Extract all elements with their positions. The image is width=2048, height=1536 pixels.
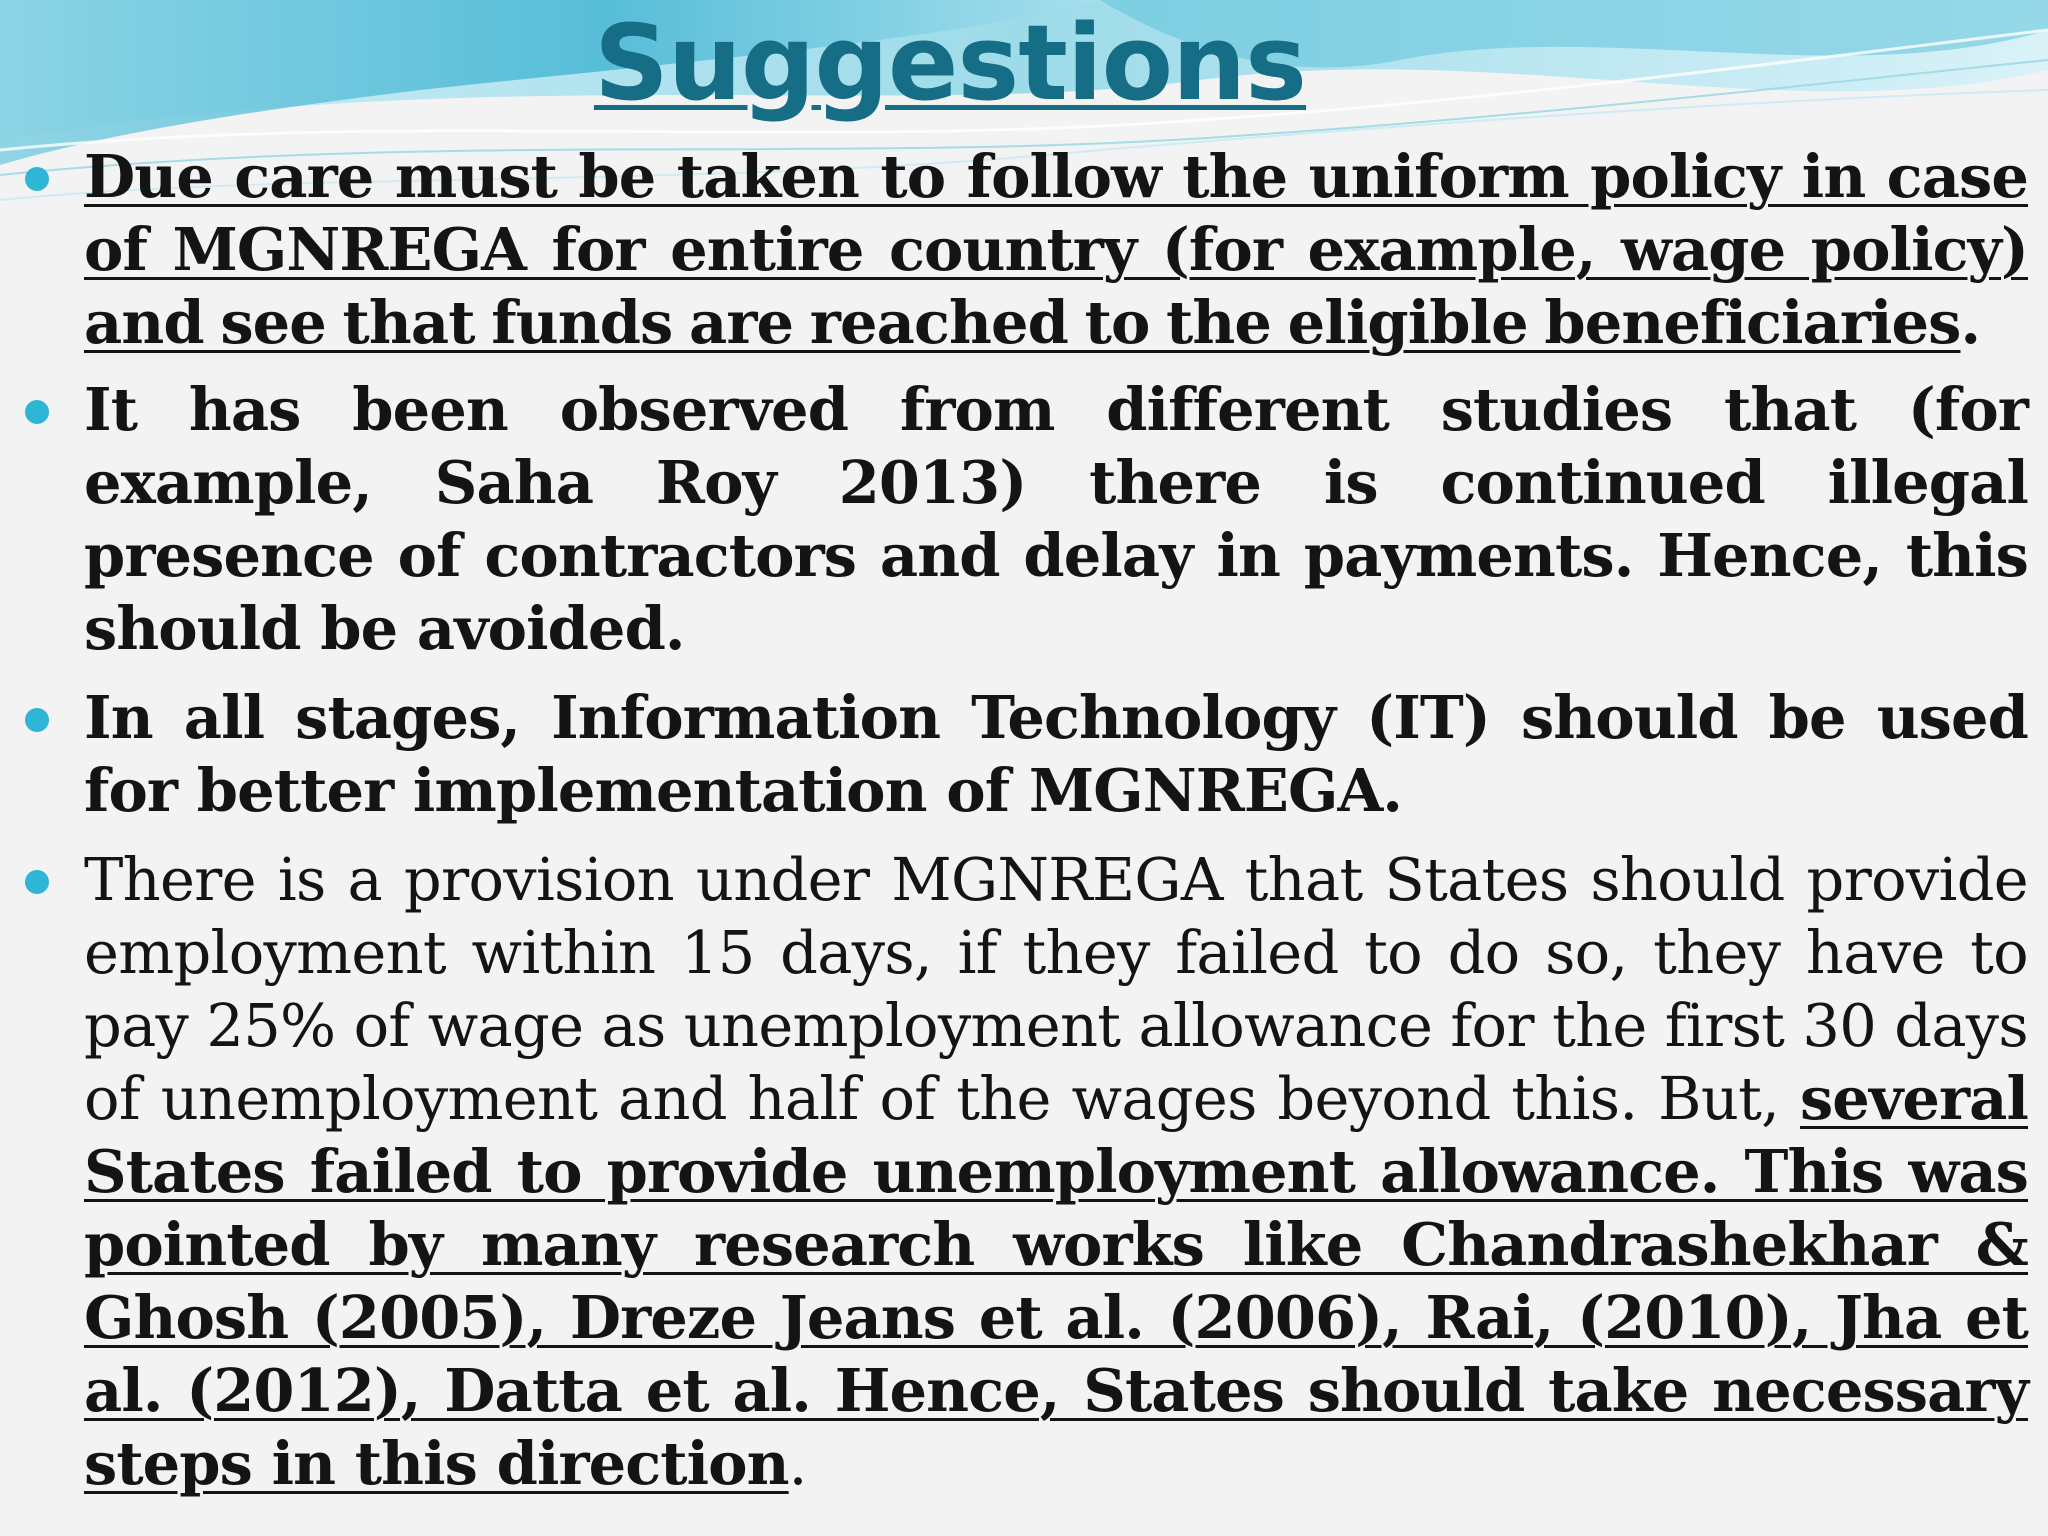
bullet-dot-icon (25, 400, 49, 424)
slide-title: Suggestions (593, 2, 1307, 124)
bullet-text: In all stages, Information Technology (IT) should be used for better implementation of MGNREGA. (84, 683, 2028, 825)
bullet-item-information-technology (0, 681, 2048, 827)
bullet-list (0, 140, 2048, 1500)
bullet-text: It has been observed from different studies that (for example, Saha Roy 2013) there is continued illegal presence of contractors and delay in payments. Hence, this should be avoided. (84, 375, 2028, 663)
bullet-text-tail: . (788, 1429, 807, 1498)
bullet-text-underlined: several States failed to provide unemployment allowance. This was pointed by many research works like Chandrashekhar & Ghosh (2005), Dreze Jeans et al. (2006), Rai, (2010), Jha et al. (2012), Datta et al. Hence, States should take necessary steps in this direction (84, 1064, 2028, 1498)
bullet-text-tail: . (1960, 288, 1981, 357)
bullet-item-contractors (0, 373, 2048, 665)
bullet-text-plain: There is a provision under MGNREGA that States should provide employment within 15 days, if they failed to do so, they have to pay 25% of wage as unemployment allowance for the first 30 days of unemployment and half of the wages beyond this. But, (84, 845, 2028, 1133)
bullet-text-underlined: Due care must be taken to follow the uniform policy in case of MGNREGA for entire country (for example, wage policy) and see that funds are reached to the eligible beneficiaries (84, 142, 2028, 357)
bullet-dot-icon (25, 708, 49, 732)
bullet-item-unemployment-allowance (0, 843, 2048, 1500)
bullet-item-uniform-policy (0, 140, 2048, 359)
bullet-dot-icon (25, 167, 49, 191)
bullet-dot-icon (25, 870, 49, 894)
